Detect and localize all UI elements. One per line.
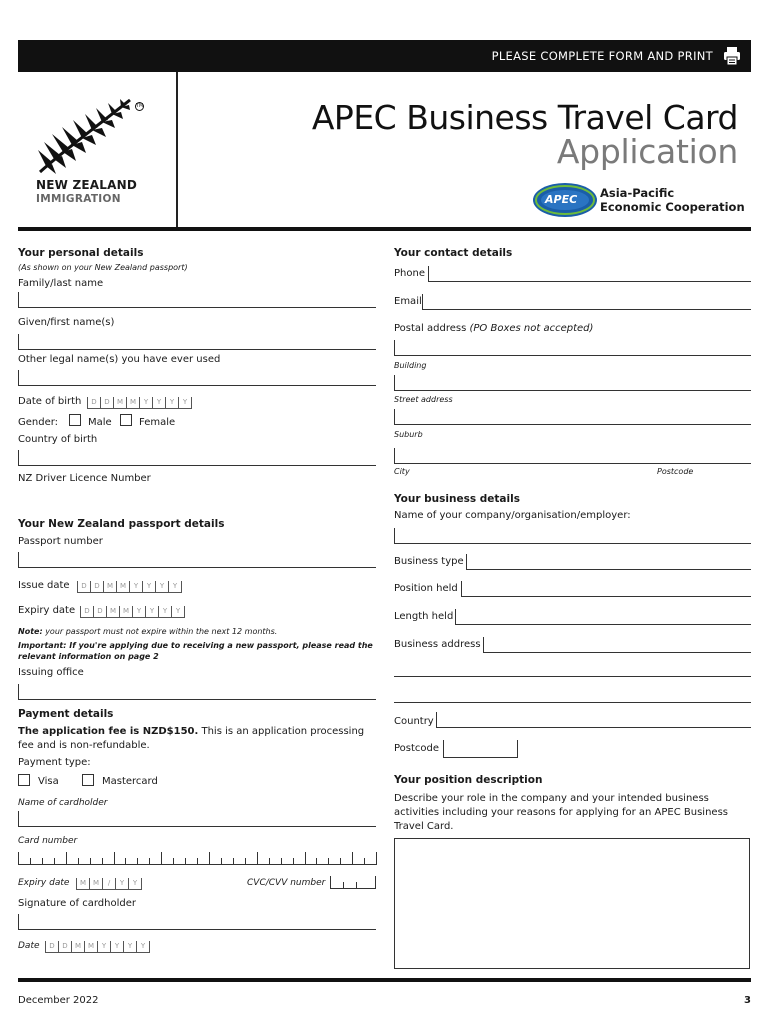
passport-heading: Your New Zealand passport details xyxy=(18,518,225,530)
length-held-field[interactable] xyxy=(455,609,751,625)
apec-org-line1: Asia-Pacific xyxy=(600,186,675,200)
date-placeholder-char: Y xyxy=(145,606,158,617)
note-bold: Note: xyxy=(18,627,43,636)
date-placeholder-char: Y xyxy=(155,581,168,592)
personal-heading: Your personal details xyxy=(18,247,144,259)
page-subtitle: Application xyxy=(556,132,738,171)
other-names-label: Other legal name(s) you have ever used xyxy=(18,354,221,365)
date-placeholder-char: M xyxy=(113,397,126,408)
position-desc-text1: Describe your role in the company and your intended business xyxy=(394,793,709,804)
apec-org-line2: Economic Cooperation xyxy=(600,200,745,214)
family-name-label: Family/last name xyxy=(18,278,104,289)
position-desc-text2: activities including your reasons for applying for an APEC Business xyxy=(394,807,728,818)
postal-label: Postal address xyxy=(394,323,467,334)
business-address-line3[interactable] xyxy=(394,702,751,703)
date-placeholder-char: D xyxy=(90,581,103,592)
position-held-label: Position held xyxy=(394,583,458,594)
length-held-label: Length held xyxy=(394,611,454,622)
date-placeholder-char: D xyxy=(80,606,93,617)
family-name-field[interactable] xyxy=(18,292,376,308)
passport-important-line2: relevant information on page 2 xyxy=(18,652,159,661)
gender-female-label: Female xyxy=(139,417,176,428)
date-placeholder-char: Y xyxy=(97,941,110,952)
country-birth-label: Country of birth xyxy=(18,434,98,445)
nz-logo-line1: NEW ZEALAND xyxy=(36,178,137,192)
fee-text-line2: fee and is non-refundable. xyxy=(18,740,150,751)
date-placeholder-char: Y xyxy=(129,581,142,592)
card-expiry-label: Expiry date xyxy=(18,878,70,888)
postal-note: (PO Boxes not accepted) xyxy=(469,323,594,334)
email-label: Email xyxy=(394,296,422,307)
issuing-office-label: Issuing office xyxy=(18,667,84,678)
business-address-field[interactable] xyxy=(483,637,751,653)
date-placeholder-char: Y xyxy=(158,606,171,617)
cardholder-field[interactable] xyxy=(18,811,376,827)
position-desc-heading: Your position description xyxy=(394,774,543,786)
cardholder-label: Name of cardholder xyxy=(18,798,108,808)
other-names-field[interactable] xyxy=(18,370,376,386)
licence-label: NZ Driver Licence Number xyxy=(18,473,151,484)
date-placeholder-char: Y xyxy=(128,878,142,889)
date-placeholder-char: Y xyxy=(178,397,192,408)
card-number-field[interactable] xyxy=(18,852,377,865)
mastercard-label: Mastercard xyxy=(102,776,158,787)
business-heading: Your business details xyxy=(394,493,520,505)
header-bottom-rule xyxy=(18,227,751,231)
passport-number-label: Passport number xyxy=(18,536,103,547)
date-placeholder-char: Y xyxy=(115,878,128,889)
company-label: Name of your company/organisation/employer: xyxy=(394,510,631,521)
visa-label: Visa xyxy=(38,776,59,787)
date-placeholder-char: D xyxy=(45,941,58,952)
date-placeholder-char: M xyxy=(84,941,97,952)
important-text: If you're applying due to receiving a new passport, please read the xyxy=(69,641,373,650)
important-bold: Important: xyxy=(18,641,67,650)
city-label: City xyxy=(394,467,410,476)
date-placeholder-char: D xyxy=(58,941,71,952)
date-placeholder-char: M xyxy=(106,606,119,617)
date-placeholder-char: M xyxy=(71,941,84,952)
phone-field[interactable] xyxy=(428,266,751,282)
business-address-label: Business address xyxy=(394,639,481,650)
fee-text xyxy=(18,726,364,738)
note-text: your passport must not expire within the next 12 months. xyxy=(45,627,278,636)
payment-type-label: Payment type: xyxy=(18,757,91,768)
email-field[interactable] xyxy=(422,294,751,310)
city-field[interactable] xyxy=(394,448,751,464)
page-title: APEC Business Travel Card xyxy=(311,98,738,137)
date-placeholder-char: D xyxy=(93,606,106,617)
business-address-line2[interactable] xyxy=(394,676,751,677)
date-placeholder-char: M xyxy=(89,878,102,889)
payment-heading: Payment details xyxy=(18,708,114,720)
cvc-field[interactable] xyxy=(330,876,376,889)
printer-icon[interactable] xyxy=(722,46,742,66)
given-names-field[interactable] xyxy=(18,334,376,350)
gender-male-label: Male xyxy=(88,417,112,428)
business-postcode-label: Postcode xyxy=(394,743,440,754)
footer-date: December 2022 xyxy=(18,995,99,1006)
sign-date-field[interactable] xyxy=(45,941,150,953)
position-desc-text3: Travel Card. xyxy=(394,821,454,832)
issue-date-label: Issue date xyxy=(18,580,70,591)
date-placeholder-char: Y xyxy=(171,606,185,617)
given-names-label: Given/first name(s) xyxy=(18,317,115,328)
phone-label: Phone xyxy=(394,268,425,279)
date-placeholder-char: Y xyxy=(123,941,136,952)
footer-rule xyxy=(18,978,751,982)
print-banner-text: PLEASE COMPLETE FORM AND PRINT xyxy=(491,49,713,63)
business-postcode-field[interactable] xyxy=(443,740,518,758)
apec-logo-text: APEC xyxy=(545,193,578,206)
expiry-date-label: Expiry date xyxy=(18,605,76,616)
issuing-office-field[interactable] xyxy=(18,684,376,700)
gender-male-checkbox[interactable] xyxy=(69,414,81,426)
date-placeholder-char: M xyxy=(76,878,89,889)
card-number-label: Card number xyxy=(18,836,78,846)
building-field[interactable] xyxy=(394,340,751,356)
date-placeholder-char: Y xyxy=(136,941,150,952)
contact-heading: Your contact details xyxy=(394,247,513,259)
position-desc-textarea[interactable] xyxy=(394,838,750,969)
visa-checkbox[interactable] xyxy=(18,774,30,786)
date-placeholder-char: M xyxy=(119,606,132,617)
card-expiry-field[interactable] xyxy=(76,878,142,890)
date-placeholder-char: D xyxy=(77,581,90,592)
apec-logo xyxy=(532,182,745,218)
business-type-field[interactable] xyxy=(466,554,751,570)
page-number: 3 xyxy=(744,995,751,1006)
business-country-field[interactable] xyxy=(436,712,751,728)
personal-subnote: (As shown on your New Zealand passport) xyxy=(18,263,188,272)
signature-field[interactable] xyxy=(18,914,376,930)
date-placeholder-char: D xyxy=(87,397,100,408)
passport-number-field[interactable] xyxy=(18,552,376,568)
gender-female-checkbox[interactable] xyxy=(120,414,132,426)
street-label: Street address xyxy=(394,395,453,404)
cvc-label: CVC/CVV number xyxy=(247,878,326,888)
nz-logo-line2: IMMIGRATION xyxy=(36,193,121,205)
date-placeholder-char: M xyxy=(126,397,139,408)
country-birth-field[interactable] xyxy=(18,450,376,466)
date-placeholder-char: / xyxy=(102,878,115,889)
building-label: Building xyxy=(394,361,427,370)
postcode-label: Postcode xyxy=(657,467,694,476)
business-type-label: Business type xyxy=(394,556,464,567)
nz-immigration-logo xyxy=(28,92,158,212)
suburb-field[interactable] xyxy=(394,409,751,425)
trademark-mark: TM xyxy=(136,103,144,109)
company-field[interactable] xyxy=(394,528,751,544)
passport-note xyxy=(18,626,277,638)
date-placeholder-char: M xyxy=(103,581,116,592)
fee-normal: This is an application processing xyxy=(201,726,365,737)
silver-fern-icon xyxy=(32,92,152,178)
date-placeholder-char: Y xyxy=(165,397,178,408)
signature-label: Signature of cardholder xyxy=(18,898,136,909)
date-placeholder-char: D xyxy=(100,397,113,408)
date-placeholder-char: Y xyxy=(168,581,182,592)
date-placeholder-char: Y xyxy=(132,606,145,617)
dob-field[interactable] xyxy=(87,397,192,409)
date-placeholder-char: Y xyxy=(142,581,155,592)
suburb-label: Suburb xyxy=(394,430,423,439)
date-placeholder-char: Y xyxy=(110,941,123,952)
date-placeholder-char: Y xyxy=(152,397,165,408)
sign-date-label: Date xyxy=(18,941,40,951)
position-held-field[interactable] xyxy=(461,581,751,597)
issue-date-field[interactable] xyxy=(77,581,182,593)
gender-label: Gender: xyxy=(18,417,59,428)
print-banner xyxy=(18,40,751,72)
business-country-label: Country xyxy=(394,716,434,727)
date-placeholder-char: Y xyxy=(139,397,152,408)
dob-label: Date of birth xyxy=(18,396,82,407)
expiry-date-field[interactable] xyxy=(80,606,185,618)
postal-address-label xyxy=(394,323,593,335)
mastercard-checkbox[interactable] xyxy=(82,774,94,786)
date-placeholder-char: M xyxy=(116,581,129,592)
header-divider xyxy=(176,72,178,227)
street-field[interactable] xyxy=(394,375,751,391)
fee-bold: The application fee is NZD$150. xyxy=(18,726,199,737)
